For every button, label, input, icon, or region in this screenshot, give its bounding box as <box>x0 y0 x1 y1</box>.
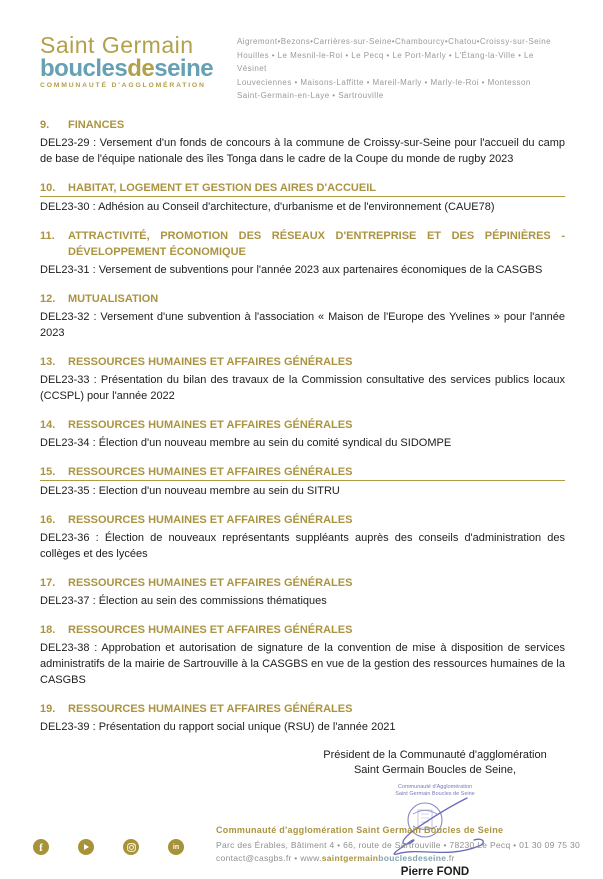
section-number: 12. <box>40 292 56 305</box>
stamp-text-line1: Communauté d'Agglomération <box>397 783 473 790</box>
section-body: DEL23-31 : Versement de subventions pour l'année 2023 aux partenaires économiques de la CASGBS <box>40 263 543 276</box>
agenda-section <box>40 575 565 609</box>
footer-email[interactable]: contact@casgbs.fr <box>216 852 292 863</box>
instagram-icon[interactable] <box>123 839 139 855</box>
section-title: RESSOURCES HUMAINES ET AFFAIRES GÉNÉRALES <box>68 623 353 636</box>
footer-text <box>216 825 598 864</box>
communes-line: Houilles • Le Mesnil-le-Roi • Le Pecq • Le Port-Marly • L'Étang-la-Ville • Le Vésinet <box>237 50 534 73</box>
linkedin-icon[interactable]: in <box>168 839 184 855</box>
section-heading <box>40 464 565 481</box>
agenda-section <box>40 464 565 499</box>
section-number: 15. <box>40 465 56 478</box>
social-icons <box>33 839 184 855</box>
section-title: RESSOURCES HUMAINES ET AFFAIRES GÉNÉRALES <box>68 576 353 589</box>
section-heading <box>40 512 565 528</box>
agenda-section <box>40 228 565 278</box>
section-heading <box>40 622 565 638</box>
agenda-section <box>40 622 565 688</box>
section-body: DEL23-38 : Approbation et autorisation de signature de la convention de mise à disposition de services administratifs de la mairie de Sartrouville à la CASGBS en vue de la gestion des ressources humaines de la CASGBS <box>40 641 565 686</box>
agenda-section <box>40 512 565 562</box>
footer-website[interactable]: www.saintgermainbouclesdeseine.fr <box>300 852 455 863</box>
section-body: DEL23-39 : Présentation du rapport social unique (RSU) de l'année 2021 <box>40 720 396 733</box>
section-number: 16. <box>40 513 56 526</box>
agenda-section <box>40 701 565 735</box>
section-number: 11. <box>40 229 55 242</box>
section-heading <box>40 417 565 433</box>
signatory-name: Pierre FOND <box>400 865 470 878</box>
section-title: HABITAT, LOGEMENT ET GESTION DES AIRES D'ACCUEIL <box>68 181 376 194</box>
footer-org-name: Communauté d'agglomération Saint Germain Boucles de Seine <box>216 825 504 835</box>
section-number: 9. <box>40 118 50 131</box>
communes-list <box>237 33 565 103</box>
section-body: DEL23-37 : Élection au sein des commissions thématiques <box>40 594 327 607</box>
section-heading <box>40 291 565 307</box>
section-heading <box>40 575 565 591</box>
agenda-sections <box>40 117 565 735</box>
section-title: RESSOURCES HUMAINES ET AFFAIRES GÉNÉRALES <box>68 465 353 478</box>
section-number: 14. <box>40 418 56 431</box>
section-heading <box>40 228 565 260</box>
logo-word-seine: seine <box>154 55 214 82</box>
section-title: ATTRACTIVITÉ, PROMOTION DES RÉSEAUX D'ENTREPRISE ET DES PÉPINIÈRES - DÉVELOPPEMENT ÉCONOMIQUE <box>68 229 565 258</box>
agenda-section <box>40 117 565 167</box>
section-body: DEL23-36 : Élection de nouveaux représentants suppléants auprès des conseils d'administration des collèges et des lycées <box>40 531 565 560</box>
section-heading <box>40 701 565 717</box>
section-body: DEL23-29 : Versement d'un fonds de concours à la commune de Croissy-sur-Seine pour l'accueil du camp de base de l'équipe nationale des îles Tonga dans le cadre de la Coupe du monde de rugby 2023 <box>40 136 565 165</box>
logo-word-de: de <box>127 55 155 82</box>
document-header <box>40 33 565 103</box>
signature-title-line2: Saint Germain Boucles de Seine, <box>353 763 517 776</box>
section-number: 10. <box>40 181 56 194</box>
section-title: RESSOURCES HUMAINES ET AFFAIRES GÉNÉRALES <box>68 513 353 526</box>
section-number: 17. <box>40 576 56 589</box>
section-number: 19. <box>40 702 56 715</box>
section-body: DEL23-35 : Election d'un nouveau membre au sein du SITRU <box>40 484 340 497</box>
section-title: FINANCES <box>68 118 125 131</box>
footer-address: Parc des Érables, Bâtiment 4 • 66, route de Sartrouville • 78230 Le Pecq • 01 30 09 75 30 <box>216 840 581 850</box>
section-heading <box>40 180 565 197</box>
section-body: DEL23-34 : Élection d'un nouveau membre au sein du comité syndical du SIDOMPE <box>40 436 452 449</box>
facebook-icon[interactable]: f <box>33 839 49 855</box>
section-body: DEL23-32 : Versement d'une subvention à l'association « Maison de l'Europe des Yvelines » pour l'année 2023 <box>40 310 565 339</box>
communes-line: Aigremont•Bezons•Carrières-sur-Seine•Chambourcy•Chatou•Croissy-sur-Seine <box>237 37 552 46</box>
logo-name-bottom <box>40 57 237 80</box>
youtube-icon[interactable] <box>78 839 94 855</box>
section-body: DEL23-30 : Adhésion au Conseil d'architecture, d'urbanisme et de l'environnement (CAUE78) <box>40 200 495 213</box>
agenda-section <box>40 180 565 215</box>
section-title: RESSOURCES HUMAINES ET AFFAIRES GÉNÉRALES <box>68 702 353 715</box>
section-number: 18. <box>40 623 56 636</box>
section-title: RESSOURCES HUMAINES ET AFFAIRES GÉNÉRALES <box>68 355 353 368</box>
section-heading <box>40 354 565 370</box>
communes-line: Louveciennes • Maisons-Laffitte • Mareil-Marly • Marly-le-Roi • Montesson <box>237 77 531 87</box>
document-content <box>40 33 565 879</box>
section-body: DEL23-33 : Présentation du bilan des travaux de la Commission consultative des services publics locaux (CCSPL) pour l'année 2022 <box>40 373 565 402</box>
document-footer <box>0 820 603 879</box>
section-heading <box>40 117 565 133</box>
signature-title-line1: Président de la Communauté d'agglomération <box>323 748 547 761</box>
agenda-section <box>40 354 565 404</box>
org-logo <box>40 33 237 103</box>
section-title: RESSOURCES HUMAINES ET AFFAIRES GÉNÉRALES <box>68 418 353 431</box>
logo-name-top: Saint Germain <box>40 32 194 58</box>
logo-tagline: COMMUNAUTÉ D'AGGLOMÉRATION <box>40 82 206 89</box>
logo-word-boucles: boucles <box>40 55 128 82</box>
agenda-section <box>40 291 565 341</box>
section-title: MUTUALISATION <box>68 292 159 305</box>
communes-line: Saint-Germain-en-Laye • Sartrouville <box>237 91 384 100</box>
agenda-section <box>40 417 565 451</box>
section-number: 13. <box>40 355 56 368</box>
stamp-text-line2: Saint Germain Boucles de Seine <box>395 790 475 797</box>
footer-contact-line: contact@casgbs.fr • www.saintgermainbouclesdeseine.fr <box>216 852 455 863</box>
